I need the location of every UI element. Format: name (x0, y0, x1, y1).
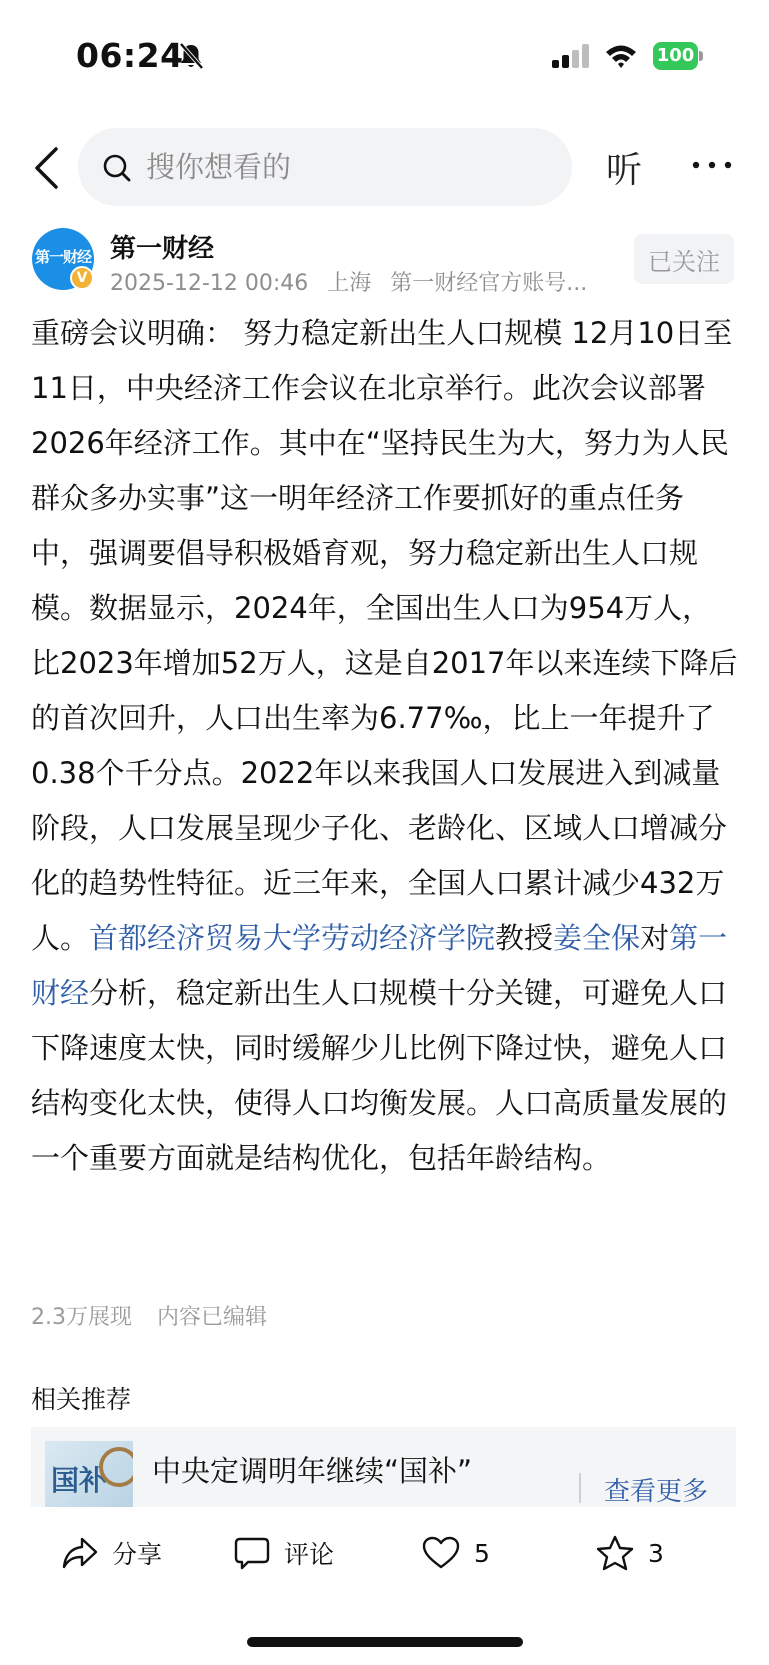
star-icon (596, 1535, 634, 1571)
article-body (31, 306, 739, 1186)
follow-button[interactable]: 已关注 (634, 234, 734, 284)
link-yicai[interactable]: 第一财经 (31, 921, 728, 1010)
home-indicator[interactable] (247, 1637, 523, 1647)
article-paragraph-1: 重磅会议明确： 努力稳定新出生人口规模 12月10日至11日，中央经济工作会议在北京举行。此次会议部署2026年经济工作。其中在“坚持民生为大，努力为人民群众多办实事”这一明年经济工作要抓好的重点任务中，强调要倡导积极婚育观，努力稳定新出生人口规模。数据显示，2024年，全国出生人口为954万人，比2023年增加52万人，这是自2017年以来连续下降后的首次回升，人口出生率为6.77‰，比上一年提升了0.38个千分点。2022年以来我国人口发展进入到减量阶段，人口发展呈现少子化、老龄化、区域人口增减分化的趋势性特征。近三年来，全国人口累计减少432万人。 (31, 316, 738, 955)
author-name[interactable]: 第一财经 (110, 234, 215, 264)
comment-icon (234, 1536, 270, 1570)
share-button[interactable] (62, 1531, 162, 1575)
search-bar[interactable] (78, 128, 572, 206)
thumbnail-text: 国补 (51, 1464, 108, 1497)
account-description: 第一财经官方账号... (390, 271, 588, 296)
related-section-title: 相关推荐 (31, 1385, 132, 1414)
favorite-button[interactable] (596, 1531, 664, 1575)
avatar-logo-text: 第一财经 (34, 248, 91, 266)
status-bar (0, 0, 769, 112)
view-count: 2.3万展现 (31, 1305, 132, 1330)
like-button[interactable] (422, 1531, 490, 1575)
see-more-link[interactable]: 查看更多 (604, 1477, 709, 1507)
article-text-to: 对 (640, 921, 670, 955)
heart-icon (422, 1536, 460, 1570)
bell-muted-icon (178, 42, 204, 70)
cellular-signal-icon (552, 44, 590, 68)
search-icon (102, 153, 132, 183)
post-location: 上海 (327, 271, 372, 296)
battery-level: 100 (653, 42, 698, 70)
verified-badge-icon: V (70, 266, 94, 290)
edited-note: 内容已编辑 (157, 1305, 268, 1330)
status-time: 06:24 (76, 36, 184, 75)
more-options-icon[interactable] (690, 150, 734, 180)
divider (579, 1473, 581, 1503)
battery-tip (699, 51, 703, 61)
related-item[interactable] (31, 1427, 736, 1507)
wifi-icon (604, 42, 638, 70)
article-text-professor: 教授 (495, 921, 554, 955)
related-item-title: 中央定调明年继续“国补” (152, 1454, 473, 1488)
back-chevron-icon[interactable] (32, 146, 62, 190)
link-professor[interactable]: 姜全保 (553, 921, 641, 955)
article-paragraph-2: 分析，稳定新出生人口规模十分关键，可避免人口下降速度太快，同时缓解少儿比例下降过快，避免人口结构变化太快，使得人口均衡发展。人口高质量发展的一个重要方面就是结构优化，包括年龄结构。 (31, 976, 728, 1175)
post-meta (110, 266, 590, 297)
link-university[interactable]: 首都经济贸易大学劳动经济学院 (89, 921, 496, 955)
share-icon (62, 1536, 98, 1570)
related-thumbnail (45, 1441, 133, 1507)
listen-button[interactable]: 听 (606, 150, 643, 191)
post-stats (31, 1300, 285, 1331)
comment-label: 评论 (284, 1540, 335, 1569)
post-date: 2025-12-12 00:46 (110, 271, 309, 296)
battery-indicator (653, 42, 703, 70)
share-label: 分享 (112, 1540, 163, 1569)
comment-button[interactable] (234, 1531, 334, 1575)
favorite-count: 3 (648, 1538, 664, 1568)
magnifier-graphic (99, 1447, 133, 1487)
like-count: 5 (474, 1538, 490, 1568)
search-input[interactable] (146, 128, 546, 206)
